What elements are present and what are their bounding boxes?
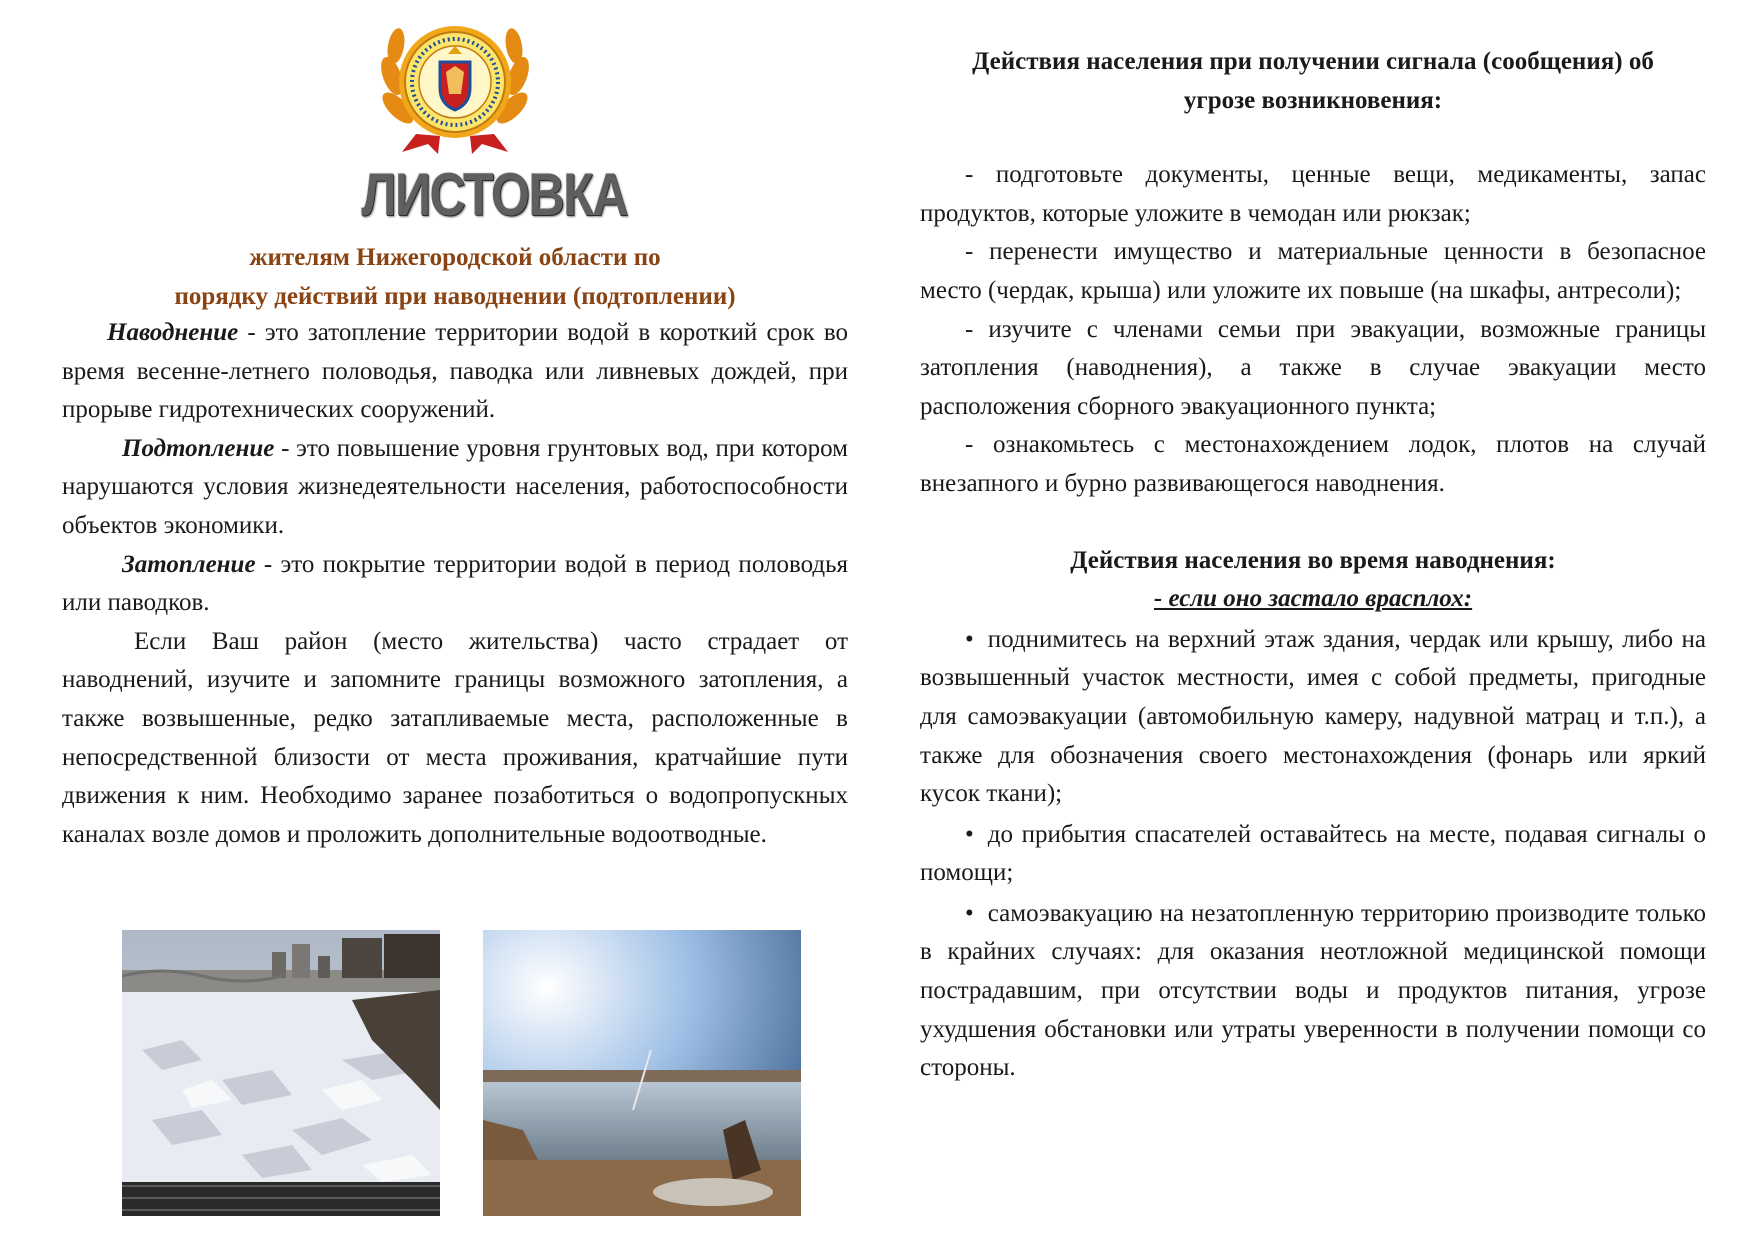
leaflet-subtitle [62, 238, 848, 316]
right-column [920, 43, 1706, 1088]
regional-emblem-seal-icon [378, 16, 532, 158]
ice-drift-river-photo [122, 930, 440, 1216]
left-column-body [62, 314, 848, 854]
definition-flood-text: - это затопление территории водой в короткий срок во время весенне-летнего половодья, паводка или ливневых дождей, при прорыве гидротехнических сооружений. [62, 319, 848, 424]
definition-underflooding-text: - это повышение уровня грунтовых вод, при котором нарушаются условия жизнедеятельности населения, работоспособности объектов экономики. [62, 434, 848, 539]
heading-warning-actions: Действия населения при получении сигнала (сообщения) об угрозе возникновения: [972, 48, 1654, 114]
subtitle-line-2: порядку действий при наводнении (подтоплении) [174, 283, 736, 310]
heading-flood-actions: Действия населения во время наводнения: [1070, 546, 1556, 574]
warning-action-item: - ознакомьтесь с местонахождением лодок, плотов на случай внезапного и бурно развивающегося наводнения. [920, 431, 1706, 497]
definition-flood [62, 314, 848, 430]
warning-action-item: - перенести имущество и материальные ценности в безопасное место (чердак, крыша) или уложите их повыше (на шкафы, антресоли); [920, 238, 1706, 304]
definition-inundation-text: - это покрытие территории водой в период половодья или паводков. [62, 550, 848, 617]
subtitle-line-1: жителям Нижегородской области по [249, 244, 661, 271]
leaflet-title: ЛИСТОВКА [361, 161, 627, 228]
term-flood: Наводнение [107, 319, 239, 346]
flooded-area-photo [483, 930, 801, 1216]
flood-action-item: • до прибытия спасателей оставайтесь на месте, подавая сигналы о помощи; [920, 816, 1706, 893]
definition-underflooding [62, 430, 848, 546]
flood-action-item: • поднимитесь на верхний этаж здания, чердак или крышу, либо на возвышенный участок местности, имея с собой предметы, пригодные для самоэвакуации (автомобильную камеру, надувной матрац и т.п.), а также для обозначения своего местонахождения (фонарь или яркий кусок ткани); [920, 621, 1706, 814]
term-inundation: Затопление [122, 550, 256, 578]
flood-action-item: • самоэвакуацию на незатопленную территорию производите только в крайних случаях: для оказания неотложной медицинской помощи пострадавшим, при отсутствии воды и продуктов питания, угрозе ухудшения обстановки или утраты уверенности в получении помощи со стороны. [920, 895, 1706, 1088]
advice-paragraph: Если Ваш район (место жительства) часто страдает от наводнений, изучите и запомните границы возможного затопления, а также возвышенные, редко затапливаемые места, расположенные в непосредственной близости от места проживания, кратчайшие пути движения к ним. Необходимо заранее позаботиться о водопропускных каналах возле домов и проложить дополнительные водоотводные. [62, 627, 848, 848]
term-underflooding: Подтопление [122, 434, 275, 462]
subheading-caught-unaware: - если оно застало врасплох: [1153, 585, 1473, 613]
definition-inundation [62, 546, 848, 623]
warning-action-item: - подготовьте документы, ценные вещи, медикаменты, запас продуктов, которые уложите в чемодан или рюкзак; [920, 161, 1706, 227]
warning-action-item: - изучите с членами семьи при эвакуации, возможные границы затопления (наводнения), а также в случае эвакуации место расположения сборного эвакуационного пункта; [920, 315, 1706, 420]
